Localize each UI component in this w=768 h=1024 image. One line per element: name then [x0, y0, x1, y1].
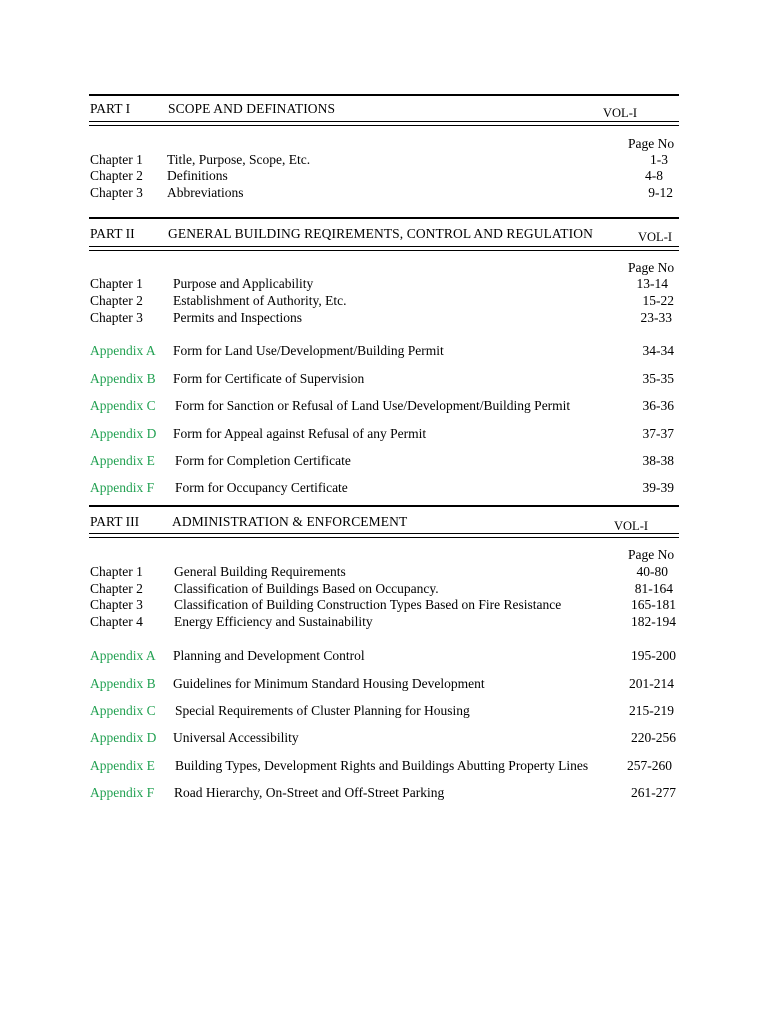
page-range: 40-80	[636, 564, 668, 579]
appendix-label: Appendix F	[90, 480, 155, 495]
appendix-label: Appendix E	[90, 758, 155, 773]
page-range: 165-181	[631, 597, 676, 612]
chapter-title: Title, Purpose, Scope, Etc.	[167, 152, 311, 167]
page-range: 81-164	[634, 581, 673, 596]
toc-row[interactable]	[90, 370, 678, 387]
chapter-title: Establishment of Authority, Etc.	[173, 293, 347, 308]
part1-double-rule	[89, 121, 679, 126]
appendix-title: Building Types, Development Rights and Buildings Abutting Property Lines	[175, 758, 589, 773]
appendix-title: Form for Occupancy Certificate	[175, 480, 348, 495]
chapter-title: Purpose and Applicability	[173, 276, 314, 291]
chapter-title: Abbreviations	[167, 185, 244, 200]
appendix-label: Appendix C	[90, 398, 156, 413]
toc-row[interactable]	[90, 292, 678, 309]
page-range: 36-36	[642, 398, 674, 413]
page-range: 182-194	[631, 614, 676, 629]
page-range: 34-34	[642, 343, 674, 358]
chapter-label: Chapter 2	[90, 168, 143, 183]
page-range: 35-35	[642, 371, 674, 386]
appendix-title: Planning and Development Control	[173, 648, 365, 663]
part1-vol: VOL-I	[603, 106, 638, 120]
appendix-label: Appendix E	[90, 453, 155, 468]
chapter-label: Chapter 4	[90, 614, 143, 629]
toc-row[interactable]	[90, 702, 678, 719]
page-range: 195-200	[631, 648, 676, 663]
appendix-title: Form for Certificate of Supervision	[173, 371, 365, 386]
part3-double-rule	[89, 533, 679, 538]
part1-page-no-header: Page No	[628, 136, 675, 151]
part1-label: PART I	[90, 101, 131, 116]
page-range: 15-22	[642, 293, 674, 308]
toc-row[interactable]	[90, 275, 678, 292]
toc-row[interactable]	[90, 151, 678, 168]
page-range: 37-37	[642, 426, 674, 441]
appendix-label: Appendix C	[90, 703, 156, 718]
appendix-title: Form for Completion Certificate	[175, 453, 351, 468]
page-range: 38-38	[642, 453, 674, 468]
appendix-title: Form for Sanction or Refusal of Land Use/Development/Building Permit	[175, 398, 571, 413]
page-range: 1-3	[650, 152, 668, 167]
page-range: 23-33	[640, 310, 672, 325]
part3-page-no-header: Page No	[628, 547, 675, 562]
appendix-label: Appendix B	[90, 371, 156, 386]
toc-row[interactable]	[90, 675, 678, 692]
chapter-label: Chapter 3	[90, 185, 143, 200]
page-range: 39-39	[642, 480, 674, 495]
page-range: 9-12	[648, 185, 673, 200]
part2-title: GENERAL BUILDING REQIREMENTS, CONTROL AND REGULATION	[168, 226, 593, 241]
toc-row[interactable]	[90, 452, 678, 469]
appendix-label: Appendix D	[90, 426, 157, 441]
toc-row[interactable]	[90, 729, 678, 746]
chapter-label: Chapter 1	[90, 276, 143, 291]
toc-row[interactable]	[90, 479, 678, 496]
chapter-label: Chapter 3	[90, 597, 143, 612]
page-range: 13-14	[636, 276, 668, 291]
part1-title: SCOPE AND DEFINATIONS	[168, 101, 336, 116]
part3-vol: VOL-I	[614, 519, 649, 533]
appendix-label: Appendix A	[90, 648, 156, 663]
chapter-label: Chapter 2	[90, 581, 143, 596]
toc-row[interactable]	[90, 167, 678, 184]
appendix-label: Appendix D	[90, 730, 157, 745]
page-range: 261-277	[631, 785, 676, 800]
chapter-label: Chapter 2	[90, 293, 143, 308]
chapter-title: Definitions	[167, 168, 228, 183]
chapter-label: Chapter 1	[90, 152, 143, 167]
part3-title: ADMINISTRATION & ENFORCEMENT	[172, 514, 408, 529]
toc-row[interactable]	[90, 647, 678, 664]
appendix-label: Appendix B	[90, 676, 156, 691]
appendix-title: Form for Land Use/Development/Building Permit	[173, 343, 444, 358]
appendix-label: Appendix A	[90, 343, 156, 358]
page-range: 201-214	[629, 676, 674, 691]
appendix-title: Special Requirements of Cluster Planning for Housing	[175, 703, 470, 718]
toc-row[interactable]	[90, 596, 678, 613]
chapter-label: Chapter 3	[90, 310, 143, 325]
part2-label: PART II	[90, 226, 135, 241]
page-range: 215-219	[629, 703, 674, 718]
part3-label: PART III	[90, 514, 140, 529]
toc-row[interactable]	[90, 580, 678, 597]
appendix-title: Universal Accessibility	[173, 730, 299, 745]
toc-row[interactable]	[90, 613, 678, 630]
appendix-title: Road Hierarchy, On-Street and Off-Street Parking	[174, 785, 445, 800]
part2-top-rule	[89, 217, 679, 219]
chapter-title: General Building Requirements	[174, 564, 346, 579]
toc-row[interactable]	[90, 784, 678, 801]
part1-top-rule	[89, 94, 679, 96]
page-range: 220-256	[631, 730, 676, 745]
toc-row[interactable]	[90, 757, 678, 774]
toc-row[interactable]	[90, 425, 678, 442]
part2-vol: VOL-I	[638, 230, 673, 244]
chapter-title: Permits and Inspections	[173, 310, 302, 325]
chapter-label: Chapter 1	[90, 564, 143, 579]
page-range: 4-8	[645, 168, 663, 183]
chapter-title: Classification of Building Construction Types Based on Fire Resistance	[174, 597, 562, 612]
toc-row[interactable]	[90, 184, 678, 201]
chapter-title: Classification of Buildings Based on Occupancy.	[174, 581, 439, 596]
appendix-label: Appendix F	[90, 785, 155, 800]
toc-row[interactable]	[90, 342, 678, 359]
part2-page-no-header: Page No	[628, 260, 675, 275]
toc-row[interactable]	[90, 563, 678, 580]
chapter-title: Energy Efficiency and Sustainability	[174, 614, 373, 629]
page-range: 257-260	[627, 758, 672, 773]
toc-row[interactable]	[90, 309, 678, 326]
part3-top-rule	[89, 505, 679, 507]
appendix-title: Guidelines for Minimum Standard Housing Development	[173, 676, 485, 691]
appendix-title: Form for Appeal against Refusal of any Permit	[173, 426, 427, 441]
toc-row[interactable]	[90, 397, 678, 414]
part2-double-rule	[89, 246, 679, 251]
